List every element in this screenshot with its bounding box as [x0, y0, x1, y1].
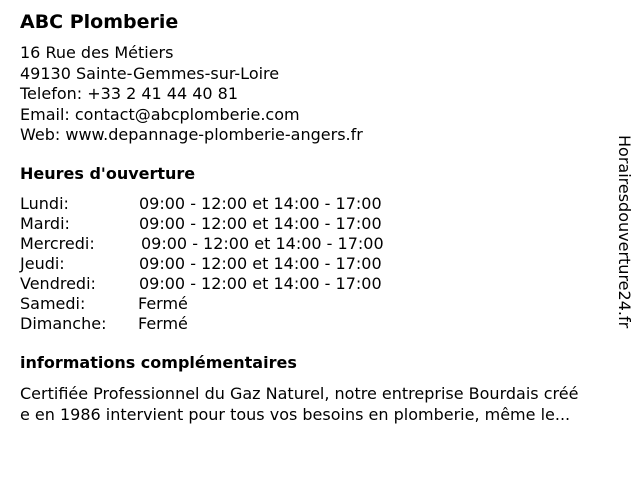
website-line: Web: www.depannage-plomberie-angers.fr — [20, 125, 363, 144]
side-watermark: Horairesdouverture24.fr — [615, 135, 634, 329]
hours-time: 09:00 - 12:00 et 14:00 - 17:00 — [139, 194, 382, 213]
business-name: ABC Plomberie — [20, 11, 179, 33]
hours-time: Fermé — [138, 314, 188, 333]
info-line: Certifiée Professionnel du Gaz Naturel, notre entreprise Bourdais créé — [20, 384, 579, 403]
hours-day: Mardi: — [20, 214, 70, 233]
hours-time: 09:00 - 12:00 et 14:00 - 17:00 — [139, 274, 382, 293]
email-line: Email: contact@abcplomberie.com — [20, 104, 300, 124]
info-description — [20, 383, 630, 425]
address-line-street: 16 Rue des Métiers — [20, 43, 174, 62]
hours-day: Mercredi: — [20, 234, 95, 253]
hours-day: Dimanche: — [20, 314, 107, 333]
hours-time: Fermé — [138, 294, 188, 313]
hours-heading: Heures d'ouverture — [20, 164, 196, 183]
hours-time: 09:00 - 12:00 et 14:00 - 17:00 — [139, 254, 382, 273]
contact-block — [20, 43, 363, 146]
hours-day: Lundi: — [20, 194, 69, 213]
hours-day: Samedi: — [20, 294, 86, 313]
info-heading: informations complémentaires — [20, 353, 297, 372]
phone-line: Telefon: +33 2 41 44 40 81 — [20, 84, 239, 103]
hours-time: 09:00 - 12:00 et 14:00 - 17:00 — [139, 214, 382, 233]
hours-day: Vendredi: — [20, 274, 96, 293]
hours-time: 09:00 - 12:00 et 14:00 - 17:00 — [141, 234, 384, 253]
hours-day: Jeudi: — [20, 254, 65, 273]
info-line: e en 1986 intervient pour tous vos besoins en plomberie, même le... — [20, 405, 571, 424]
address-line-city: 49130 Sainte-Gemmes-sur-Loire — [20, 63, 280, 83]
